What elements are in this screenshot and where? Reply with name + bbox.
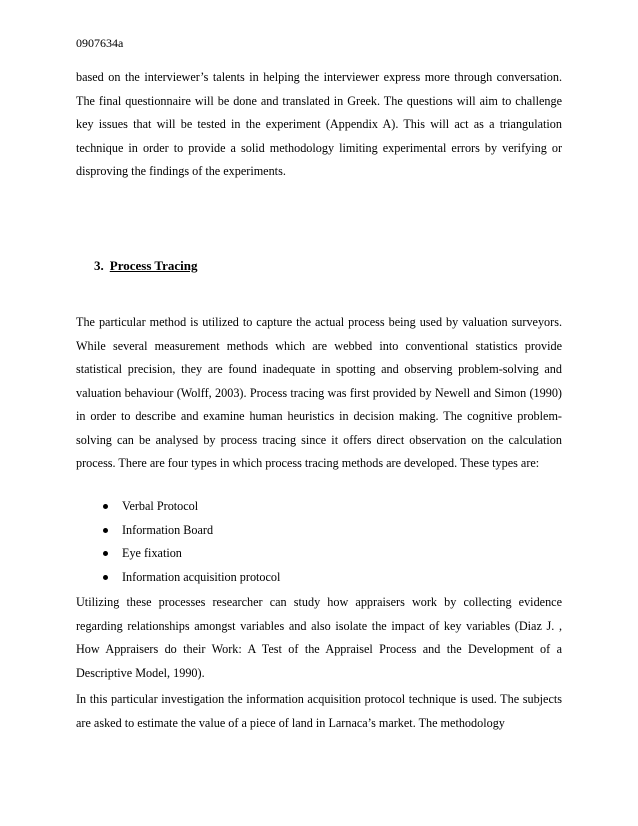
section-heading (94, 258, 198, 274)
document-id: 0907634a (76, 36, 124, 50)
paragraph-intro: based on the interviewer’s talents in helping the interviewer express more through conversation. The final questionnaire will be done and translated in Greek. The questions will aim to challenge key issues that will be tested in the experiment (Appendix A). This will act as a triangulation technique in order to provide a solid methodology limiting experimental errors by verifying or disproving the findings of the experiments. (76, 70, 562, 178)
list-item (100, 519, 280, 543)
bullet-list (100, 495, 280, 589)
list-item (100, 542, 280, 566)
section-number: 3. (94, 258, 104, 273)
bullet-icon (103, 504, 108, 509)
paragraph-process-tracing: The particular method is utilized to capture the actual process being used by valuation surveyors. While several measurement methods which are webbed into conventional statistics provide statistical precision, they are found inadequate in spotting and observing problem-solving and valuation behaviour (Wolff, 2003). Process tracing was first provided by Newell and Simon (1990) in order to describe and examine human heuristics in decision making. The cognitive problem-solving can be analysed by process tracing since it offers direct observation on the calculation process. There are four types in which process tracing methods are developed. These types are: (76, 315, 562, 470)
list-item-label: Eye fixation (122, 546, 182, 560)
list-item (100, 495, 280, 519)
bullet-icon (103, 551, 108, 556)
list-item-label: Information Board (122, 522, 214, 537)
section-title: Process Tracing (109, 258, 198, 273)
paragraph-investigation: In this particular investigation the information acquisition protocol technique is used. The subjects are asked to estimate the value of a piece of land in Larnaca’s market. The methodology (76, 692, 562, 730)
list-item-label: Verbal Protocol (122, 499, 199, 513)
bullet-icon (103, 575, 108, 580)
list-item (100, 566, 280, 590)
paragraph-utilizing: Utilizing these processes researcher can study how appraisers work by collecting evidence regarding relationships amongst variables and also isolate the impact of key variables (Diaz J. , How Appraisers do their Work: A Test of the Appraisel Process and the Development of a Descriptive Model, 1990). (76, 595, 562, 680)
list-item-label: Information acquisition protocol (122, 569, 281, 584)
bullet-icon (103, 528, 108, 533)
